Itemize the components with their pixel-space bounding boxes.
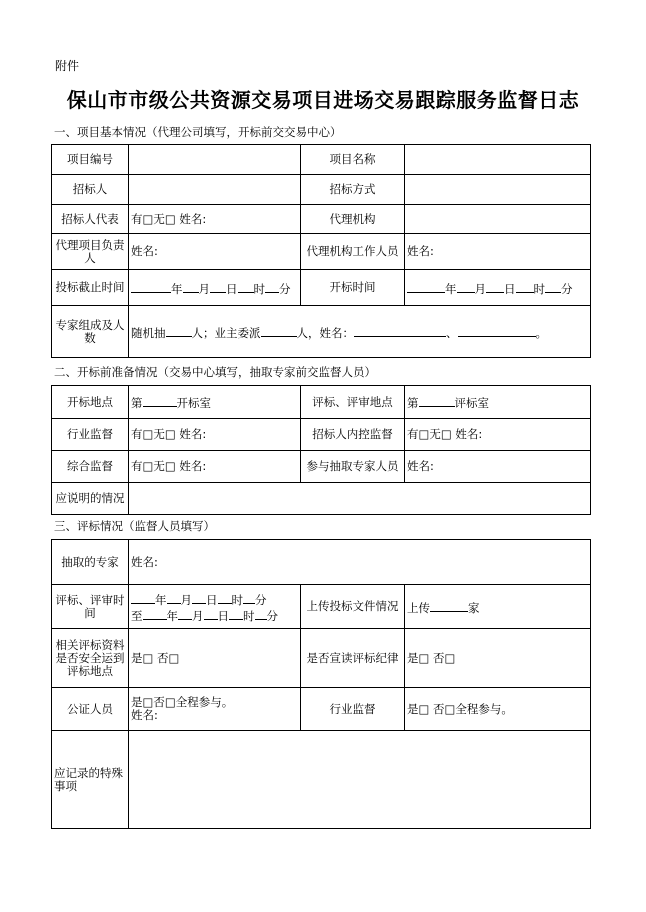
materials-field[interactable]: 是□ 否□	[129, 629, 301, 688]
review-place-field[interactable]: 第 评标室	[405, 386, 591, 419]
explain-field[interactable]	[129, 483, 591, 515]
industry-sup-label: 行业监督	[52, 419, 129, 451]
project-info-table	[51, 144, 591, 358]
industry-label: 行业监督	[301, 688, 405, 731]
project-name-label: 项目名称	[301, 145, 405, 175]
project-no-label: 项目编号	[52, 145, 129, 175]
internal-sup-field[interactable]: 有□无□ 姓名:	[405, 419, 591, 451]
internal-sup-label: 招标人内控监督	[301, 419, 405, 451]
section-2-heading: 二、开标前准备情况（交易中心填写，抽取专家前交监督人员）	[54, 365, 376, 379]
expert-count-label: 专家组成及人数	[52, 306, 129, 358]
agency-pm-field[interactable]: 姓名:	[129, 234, 301, 270]
integrated-sup-field[interactable]: 有□无□ 姓名:	[129, 451, 301, 483]
discipline-field[interactable]: 是□ 否□	[405, 629, 591, 688]
agency-pm-label: 代理项目负责人	[52, 234, 129, 270]
tenderer-label: 招标人	[52, 175, 129, 205]
upload-field[interactable]: 上传 家	[405, 585, 591, 629]
tenderer-field[interactable]	[129, 175, 301, 205]
tender-method-field[interactable]	[405, 175, 591, 205]
agency-label: 代理机构	[301, 205, 405, 234]
section-1-heading: 一、项目基本情况（代理公司填写，开标前交交易中心）	[54, 125, 342, 139]
expert-draw-field[interactable]: 姓名:	[405, 451, 591, 483]
agency-field[interactable]	[405, 205, 591, 234]
agency-staff-label: 代理机构工作人员	[301, 234, 405, 270]
discipline-label: 是否宣读评标纪律	[301, 629, 405, 688]
opening-time-field[interactable]: 年 月 日 时 分	[405, 270, 591, 306]
expert-draw-label: 参与抽取专家人员	[301, 451, 405, 483]
tender-method-label: 招标方式	[301, 175, 405, 205]
industry-sup-field[interactable]: 有□无□ 姓名:	[129, 419, 301, 451]
open-place-label: 开标地点	[52, 386, 129, 419]
explain-label: 应说明的情况	[52, 483, 129, 515]
integrated-sup-label: 综合监督	[52, 451, 129, 483]
page-title: 保山市市级公共资源交易项目进场交易跟踪服务监督日志	[66, 88, 580, 112]
review-time-label: 评标、评审时间	[52, 585, 129, 629]
opening-time-label: 开标时间	[301, 270, 405, 306]
project-name-field[interactable]	[405, 145, 591, 175]
industry-field[interactable]: 是□ 否□全程参与。	[405, 688, 591, 731]
review-table	[51, 539, 591, 829]
notary-field[interactable]: 是□否□全程参与。 姓名:	[129, 688, 301, 731]
expert-count-field[interactable]: 随机抽 人；业主委派 人，姓名： 、 。	[129, 306, 591, 358]
attachment-label: 附件	[55, 59, 80, 73]
upload-label: 上传投标文件情况	[301, 585, 405, 629]
agency-staff-field[interactable]: 姓名:	[405, 234, 591, 270]
notary-label: 公证人员	[52, 688, 129, 731]
special-label: 应记录的特殊事项	[52, 731, 129, 829]
preparation-table	[51, 385, 591, 515]
open-place-field[interactable]: 第 开标室	[129, 386, 301, 419]
project-no-field[interactable]	[129, 145, 301, 175]
tenderer-rep-label: 招标人代表	[52, 205, 129, 234]
materials-label: 相关评标资料是否安全运到评标地点	[52, 629, 129, 688]
review-time-field[interactable]: 年 月 日 时 分 至 年 月 日 时 分	[129, 585, 301, 629]
deadline-field[interactable]: 年 月 日 时 分	[129, 270, 301, 306]
drawn-experts-label: 抽取的专家	[52, 540, 129, 585]
review-place-label: 评标、评审地点	[301, 386, 405, 419]
deadline-label: 投标截止时间	[52, 270, 129, 306]
special-field[interactable]	[129, 731, 591, 829]
section-3-heading: 三、评标情况（监督人员填写）	[54, 519, 215, 533]
tenderer-rep-field[interactable]: 有□无□ 姓名:	[129, 205, 301, 234]
drawn-experts-field[interactable]: 姓名:	[129, 540, 591, 585]
